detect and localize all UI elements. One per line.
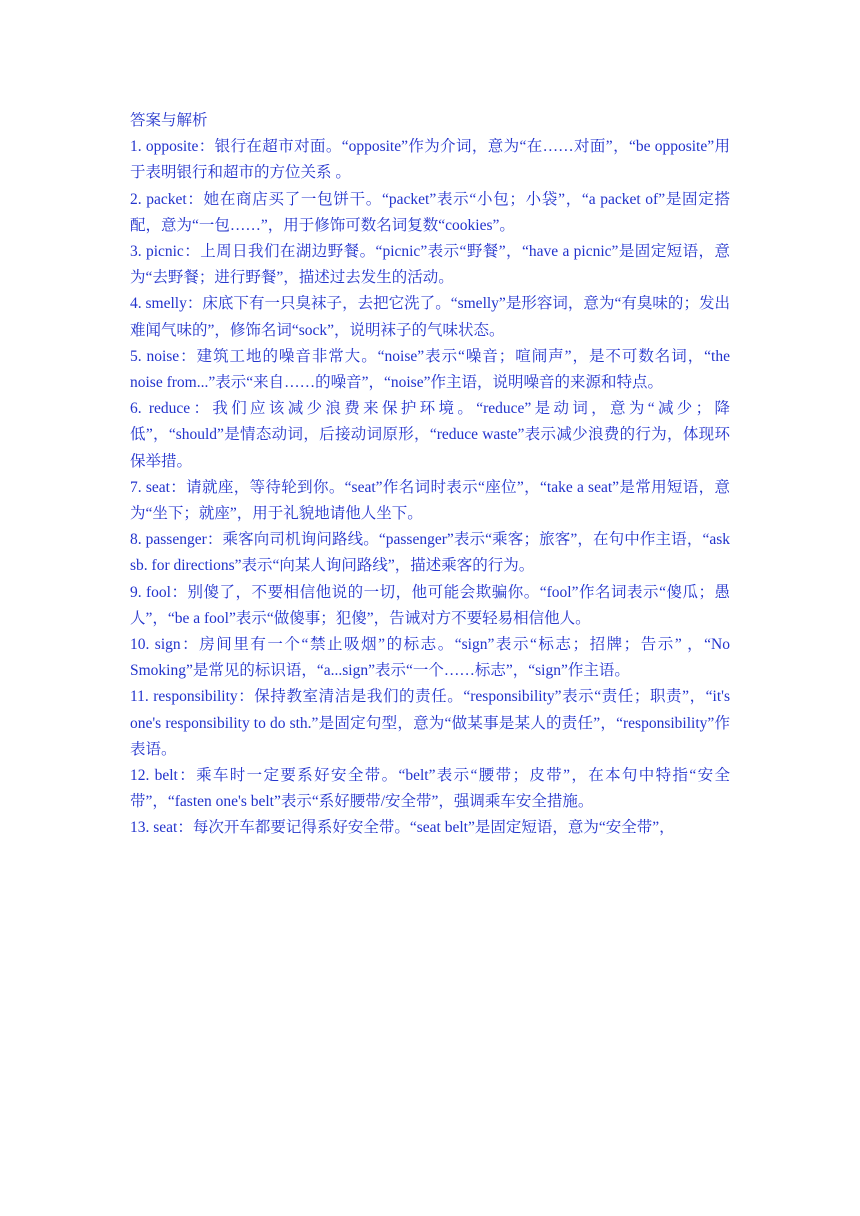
answer-document [130,108,730,842]
answer-item-9: 9. fool：别傻了，不要相信他说的一切，他可能会欺骗你。“fool”作名词表示“傻瓜；愚人”，“be a fool”表示“做傻事；犯傻”，告诫对方不要轻易相信他人。 [130,583,730,627]
document-heading: 答案与解析 [130,112,208,129]
answer-item-11: 11. responsibility：保持教室清洁是我们的责任。“responsibility”表示“责任；职责”，“it's one's responsibility to do sth.”是固定句型，意为“做某事是某人的责任”，“responsibility”作表语。 [130,688,730,758]
answer-item-6: 6. reduce：我们应该减少浪费来保护环境。“reduce”是动词，意为“减少；降低”，“should”是情态动词，后接动词原形，“reduce waste”表示减少浪费的行为，体现环保举措。 [130,400,730,470]
answer-item-1: 1. opposite：银行在超市对面。“opposite”作为介词，意为“在……对面”，“be opposite”用于表明银行和超市的方位关系 。 [130,138,730,182]
answer-item-7: 7. seat：请就座，等待轮到你。“seat”作名词时表示“座位”，“take a seat”是常用短语，意为“坐下；就座”，用于礼貌地请他人坐下。 [130,478,730,523]
answer-item-12: 12. belt：乘车时一定要系好安全带。“belt”表示“腰带；皮带”，在本句中特指“安全带”，“fasten one's belt”表示“系好腰带/安全带”，强调乘车安全措施。 [130,767,730,811]
answer-item-3: 3. picnic：上周日我们在湖边野餐。“picnic”表示“野餐”，“have a picnic”是固定短语，意为“去野餐；进行野餐”，描述过去发生的活动。 [130,243,730,287]
answer-item-13: 13. seat：每次开车都要记得系好安全带。“seat belt”是固定短语，意为“安全带”， [130,819,675,837]
answer-item-5: 5. noise：建筑工地的噪音非常大。“noise”表示“噪音；喧闹声”，是不可数名词，“the noise from...”表示“来自……的噪音”，“noise”作主语，说明噪音的来源和特点。 [130,347,730,392]
answer-item-8: 8. passenger：乘客向司机询问路线。“passenger”表示“乘客；旅客”，在句中作主语，“ask sb. for directions”表示“向某人询问路线”，描述乘客的行为。 [130,531,730,575]
answer-item-4: 4. smelly：床底下有一只臭袜子，去把它洗了。“smelly”是形容词，意为“有臭味的；发出难闻气味的”，修饰名词“sock”，说明袜子的气味状态。 [130,295,730,339]
answer-item-10: 10. sign：房间里有一个“禁止吸烟”的标志。“sign”表示“标志；招牌；告示” ，“No Smoking”是常见的标识语，“a...sign”表示“一个……标志”，“sign”作主语。 [130,636,730,680]
answer-item-2: 2. packet：她在商店买了一包饼干。“packet”表示“小包；小袋”，“a packet of”是固定搭配，意为“一包……”，用于修饰可数名词复数“cookies”。 [130,190,730,234]
